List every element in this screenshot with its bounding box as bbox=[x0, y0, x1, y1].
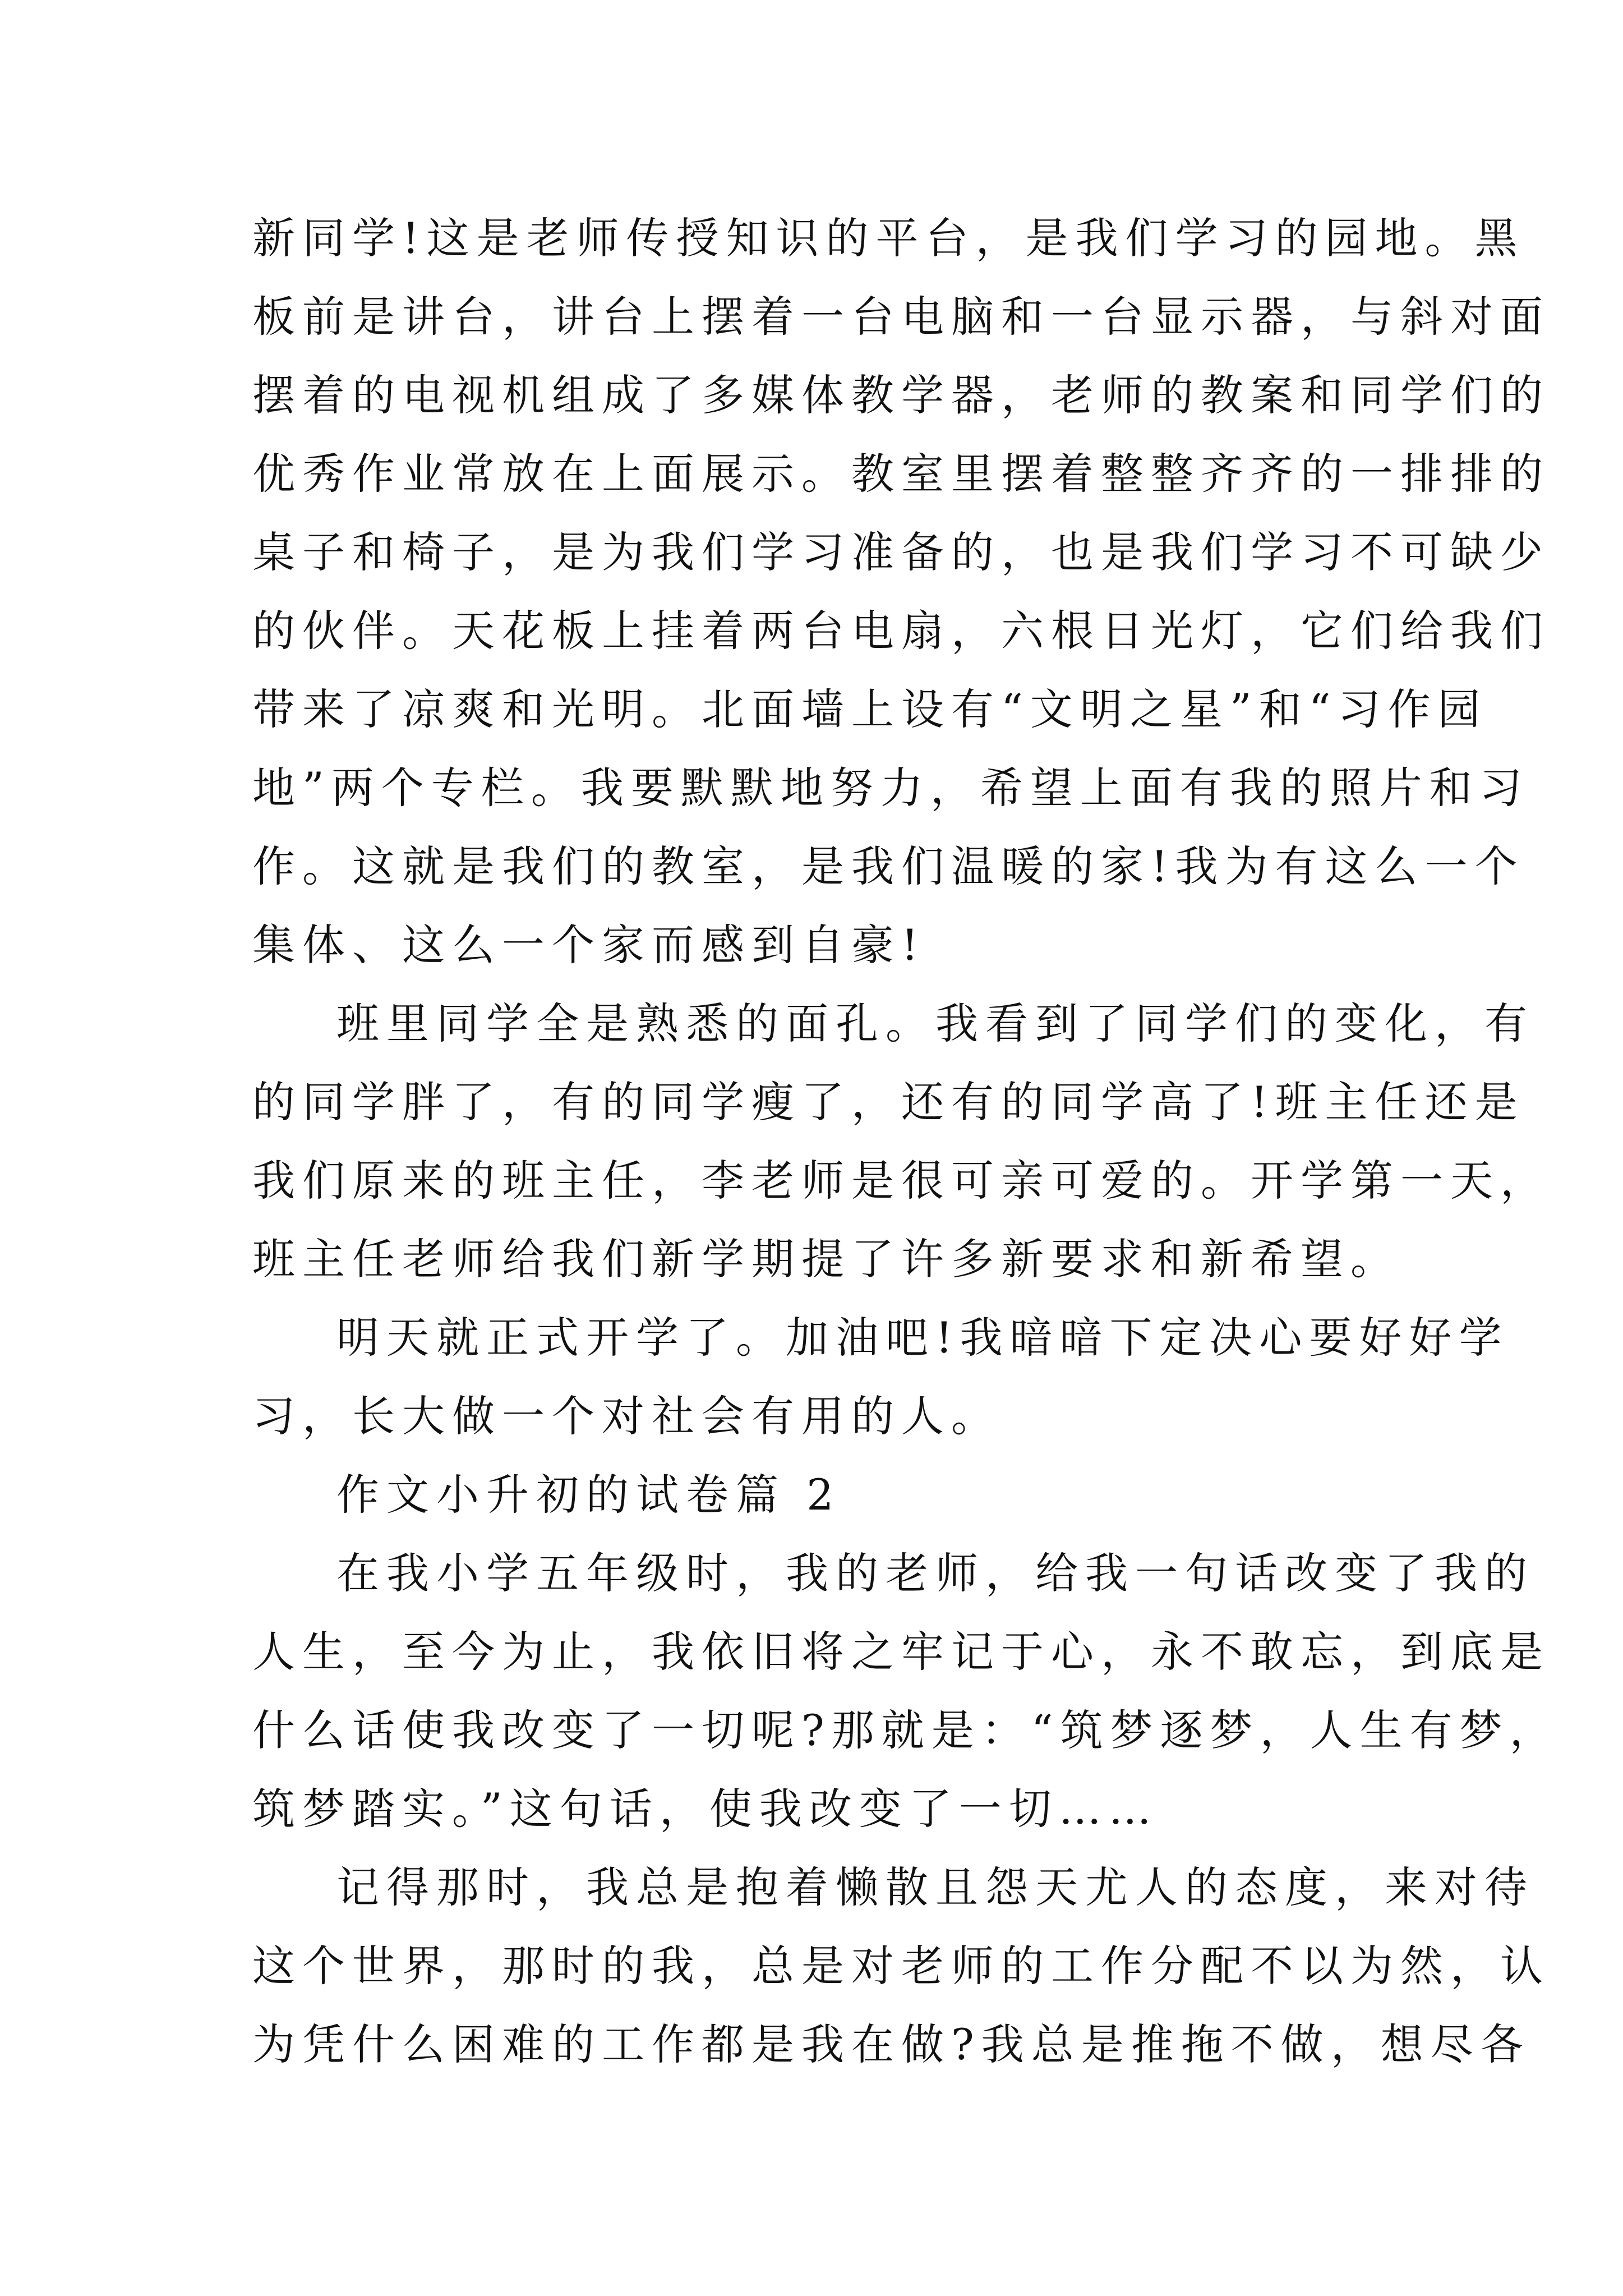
text-line: 在我小学五年级时，我的老师，给我一句话改变了我的 bbox=[336, 1548, 1534, 1598]
text-line: 地”两个专栏。我要默默地努力，希望上面有我的照片和习 bbox=[252, 763, 1529, 813]
text-line: 为凭什么困难的工作都是我在做?我总是推拖不做，想尽各 bbox=[252, 2019, 1530, 2069]
text-line: 明天就正式开学了。加油吧!我暗暗下定决心要好好学 bbox=[336, 1313, 1509, 1363]
text-line: 摆着的电视机组成了多媒体教学器，老师的教案和同学们的 bbox=[252, 370, 1550, 420]
text-line: 桌子和椅子，是为我们学习准备的，也是我们学习不可缺少 bbox=[252, 527, 1550, 577]
text-line: 集体、这么一个家而感到自豪! bbox=[252, 920, 926, 970]
text-line: 筑梦踏实。”这句话，使我改变了一切…… bbox=[252, 1784, 1159, 1834]
text-line: 优秀作业常放在上面展示。教室里摆着整整齐齐的一排排的 bbox=[252, 449, 1550, 499]
text-line: 的伙伴。天花板上挂着两台电扇，六根日光灯，它们给我们 bbox=[252, 606, 1550, 656]
text-line: 班里同学全是熟悉的面孔。我看到了同学们的变化，有 bbox=[336, 999, 1534, 1048]
text-line: 记得那时，我总是抱着懒散且怨天尤人的态度，来对待 bbox=[336, 1862, 1534, 1912]
text-line: 班主任老师给我们新学期提了许多新要求和新希望。 bbox=[252, 1234, 1400, 1284]
text-line: 习，长大做一个对社会有用的人。 bbox=[252, 1391, 1001, 1441]
text-line: 作。这就是我们的教室，是我们温暖的家!我为有这么一个 bbox=[252, 841, 1525, 891]
text-line: 我们原来的班主任，李老师是很可亲可爱的。开学第一天， bbox=[252, 1156, 1550, 1205]
text-line: 什么话使我改变了一切呢?那就是：“筑梦逐梦，人生有梦， bbox=[252, 1705, 1560, 1755]
text-line: 新同学!这是老师传授知识的平台，是我们学习的园地。黑 bbox=[252, 213, 1525, 263]
text-line: 人生，至今为止，我依旧将之牢记于心，永不敢忘，到底是 bbox=[252, 1627, 1550, 1677]
text-line: 板前是讲台，讲台上摆着一台电脑和一台显示器，与斜对面 bbox=[252, 292, 1550, 342]
text-line: 这个世界，那时的我，总是对老师的工作分配不以为然，认 bbox=[252, 1941, 1550, 1991]
text-line: 带来了凉爽和光明。北面墙上设有“文明之星”和“习作园 bbox=[252, 684, 1488, 734]
text-line: 的同学胖了，有的同学瘦了，还有的同学高了!班主任还是 bbox=[252, 1077, 1525, 1127]
section-heading: 作文小升初的试卷篇 2 bbox=[336, 1470, 841, 1520]
